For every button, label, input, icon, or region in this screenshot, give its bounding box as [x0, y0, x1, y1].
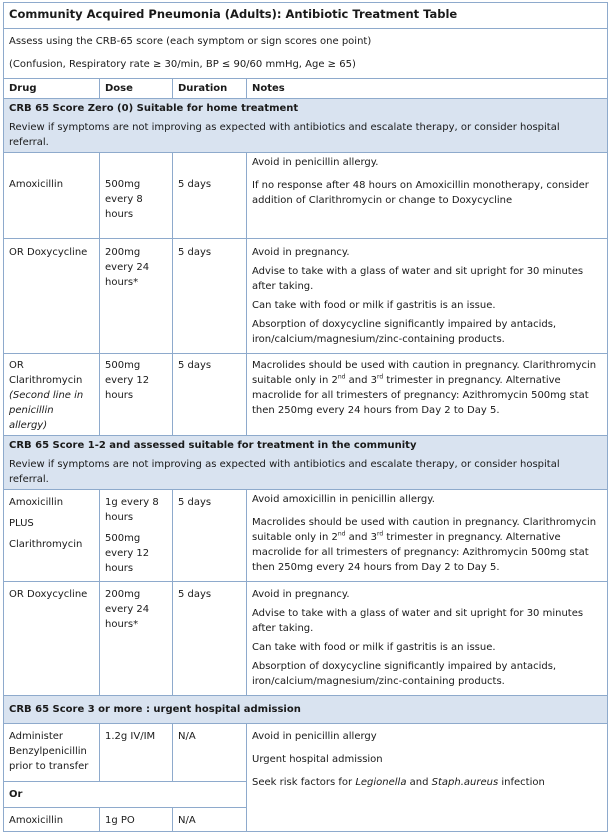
dose-cell: 200mg every 24 hours*: [100, 582, 173, 696]
note-text: Seek risk factors for: [252, 777, 356, 788]
note: Advise to take with a glass of water and sit upright for 30 minutes after taking.: [252, 266, 584, 292]
section-review-note: Review if symptoms are not improving as expected with antibiotics and escalate therapy, or consider hospital referral.: [9, 459, 560, 485]
section-cell: [4, 696, 608, 724]
dose-cell: 500mg every 8 hours: [100, 153, 173, 239]
table-row: [4, 490, 608, 582]
drug-name: Amoxicillin: [9, 497, 64, 508]
note: Absorption of doxycycline significantly impaired by antacids, iron/calcium/magnesium/zinc-containing products.: [252, 319, 557, 345]
notes-cell: [247, 239, 608, 354]
note: Can take with food or milk if gastritis is an issue.: [252, 642, 496, 653]
note: Avoid in penicillin allergy.: [252, 157, 379, 168]
superscript: nd: [337, 530, 346, 538]
drug-qualifier: (Second line in penicillin allergy): [9, 390, 84, 431]
header-dose: Dose: [100, 79, 173, 99]
note: Avoid in pregnancy.: [252, 589, 350, 600]
intro-row: [4, 29, 608, 79]
note: Absorption of doxycycline significantly impaired by antacids, iron/calcium/magnesium/zinc-containing products.: [252, 661, 557, 687]
note-text: and: [406, 777, 432, 788]
dose-cell: 200mg every 24 hours*: [100, 239, 173, 354]
table-row: [4, 354, 608, 436]
note-text: Macrolides should be used with caution in pregnancy. Clarithromycin suitable only in 2: [252, 517, 597, 543]
notes-cell: [247, 582, 608, 696]
duration-cell: 5 days: [173, 582, 247, 696]
drug-cell: [4, 490, 100, 582]
duration-cell: 5 days: [173, 239, 247, 354]
note: Can take with food or milk if gastritis is an issue.: [252, 300, 496, 311]
table-row: [4, 153, 608, 239]
table-row: [4, 724, 608, 782]
note: Urgent hospital admission: [252, 754, 383, 765]
section-title: CRB 65 Score Zero (0) Suitable for home treatment: [9, 103, 299, 114]
notes-cell: [247, 490, 608, 582]
table-row: [4, 239, 608, 354]
dose-cell: 500mg every 12 hours: [100, 354, 173, 436]
section-cell: [4, 99, 608, 153]
dose-cell: 1.2g IV/IM: [100, 724, 173, 782]
section-title: CRB 65 Score 3 or more : urgent hospital admission: [9, 704, 301, 715]
section-score-3-plus: [4, 696, 608, 724]
note-text: Macrolides should be used with caution in pregnancy. Clarithromycin suitable only in 2: [252, 360, 597, 386]
duration-cell: 5 days: [173, 490, 247, 582]
note-text: trimester in pregnancy. Alternative macrolide for all trimesters of pregnancy: Azithromycin 500mg stat then 250mg every 24 hours from Day 2 to Day 5.: [252, 532, 589, 573]
table-title: Community Acquired Pneumonia (Adults): Antibiotic Treatment Table: [4, 3, 608, 29]
drug-cell: Administer Benzylpenicillin prior to transfer: [4, 724, 100, 782]
notes-cell: [247, 354, 608, 436]
drug-cell: Amoxicillin: [4, 808, 100, 832]
dose-cell: 1g PO: [100, 808, 173, 832]
drug-cell: OR Doxycycline: [4, 239, 100, 354]
note-text: and 3: [345, 375, 377, 386]
drug-plus: PLUS: [9, 518, 34, 529]
note-text: trimester in pregnancy. Alternative macrolide for all trimesters of pregnancy: Azithromycin 500mg stat then 250mg every 24 hours from Day 2 to Day 5.: [252, 375, 589, 416]
header-drug: Drug: [4, 79, 100, 99]
table-row: [4, 582, 608, 696]
note-italic: Legionella: [355, 777, 407, 788]
note: Avoid amoxicillin in penicillin allergy.: [252, 494, 435, 505]
drug-name: Clarithromycin: [9, 539, 83, 550]
note: If no response after 48 hours on Amoxicillin monotherapy, consider addition of Clarithromycin or change to Doxycycline: [252, 180, 589, 206]
note: [252, 515, 602, 575]
notes-cell: [247, 153, 608, 239]
dose-value: 500mg every 12 hours: [105, 533, 150, 574]
dose-value: 1g every 8 hours: [105, 497, 159, 523]
drug-name: Clarithromycin: [9, 375, 83, 386]
section-cell: [4, 436, 608, 490]
duration-cell: N/A: [173, 724, 247, 782]
note: Avoid in pregnancy.: [252, 247, 350, 258]
column-header-row: [4, 79, 608, 99]
duration-cell: 5 days: [173, 153, 247, 239]
section-review-note: Review if symptoms are not improving as expected with antibiotics and escalate therapy, or consider hospital referral.: [9, 122, 560, 148]
antibiotic-treatment-table: [3, 2, 608, 832]
superscript: rd: [377, 530, 384, 538]
title-row: [4, 3, 608, 29]
intro-line-1: Assess using the CRB-65 score (each symptom or sign scores one point): [9, 36, 372, 47]
intro-cell: [4, 29, 608, 79]
note-text: infection: [498, 777, 545, 788]
duration-cell: N/A: [173, 808, 247, 832]
dose-cell: [100, 490, 173, 582]
note: [252, 775, 602, 790]
or-label: Or: [4, 782, 247, 808]
superscript: nd: [337, 373, 346, 381]
intro-line-2: (Confusion, Respiratory rate ≥ 30/min, BP ≤ 90/60 mmHg, Age ≥ 65): [9, 59, 356, 70]
note-italic: Staph.aureus: [431, 777, 499, 788]
section-score-zero: [4, 99, 608, 153]
note: Advise to take with a glass of water and sit upright for 30 minutes after taking.: [252, 608, 584, 634]
superscript: rd: [377, 373, 384, 381]
note-text: and 3: [345, 532, 377, 543]
section-score-1-2: [4, 436, 608, 490]
duration-cell: 5 days: [173, 354, 247, 436]
header-duration: Duration: [173, 79, 247, 99]
drug-cell: Amoxicillin: [4, 153, 100, 239]
drug-cell: OR Doxycycline: [4, 582, 100, 696]
header-notes: Notes: [247, 79, 608, 99]
drug-or-label: OR: [9, 360, 24, 371]
drug-cell: [4, 354, 100, 436]
notes-cell: [247, 724, 608, 832]
note: Avoid in penicillin allergy: [252, 731, 377, 742]
section-title: CRB 65 Score 1-2 and assessed suitable for treatment in the community: [9, 440, 417, 451]
